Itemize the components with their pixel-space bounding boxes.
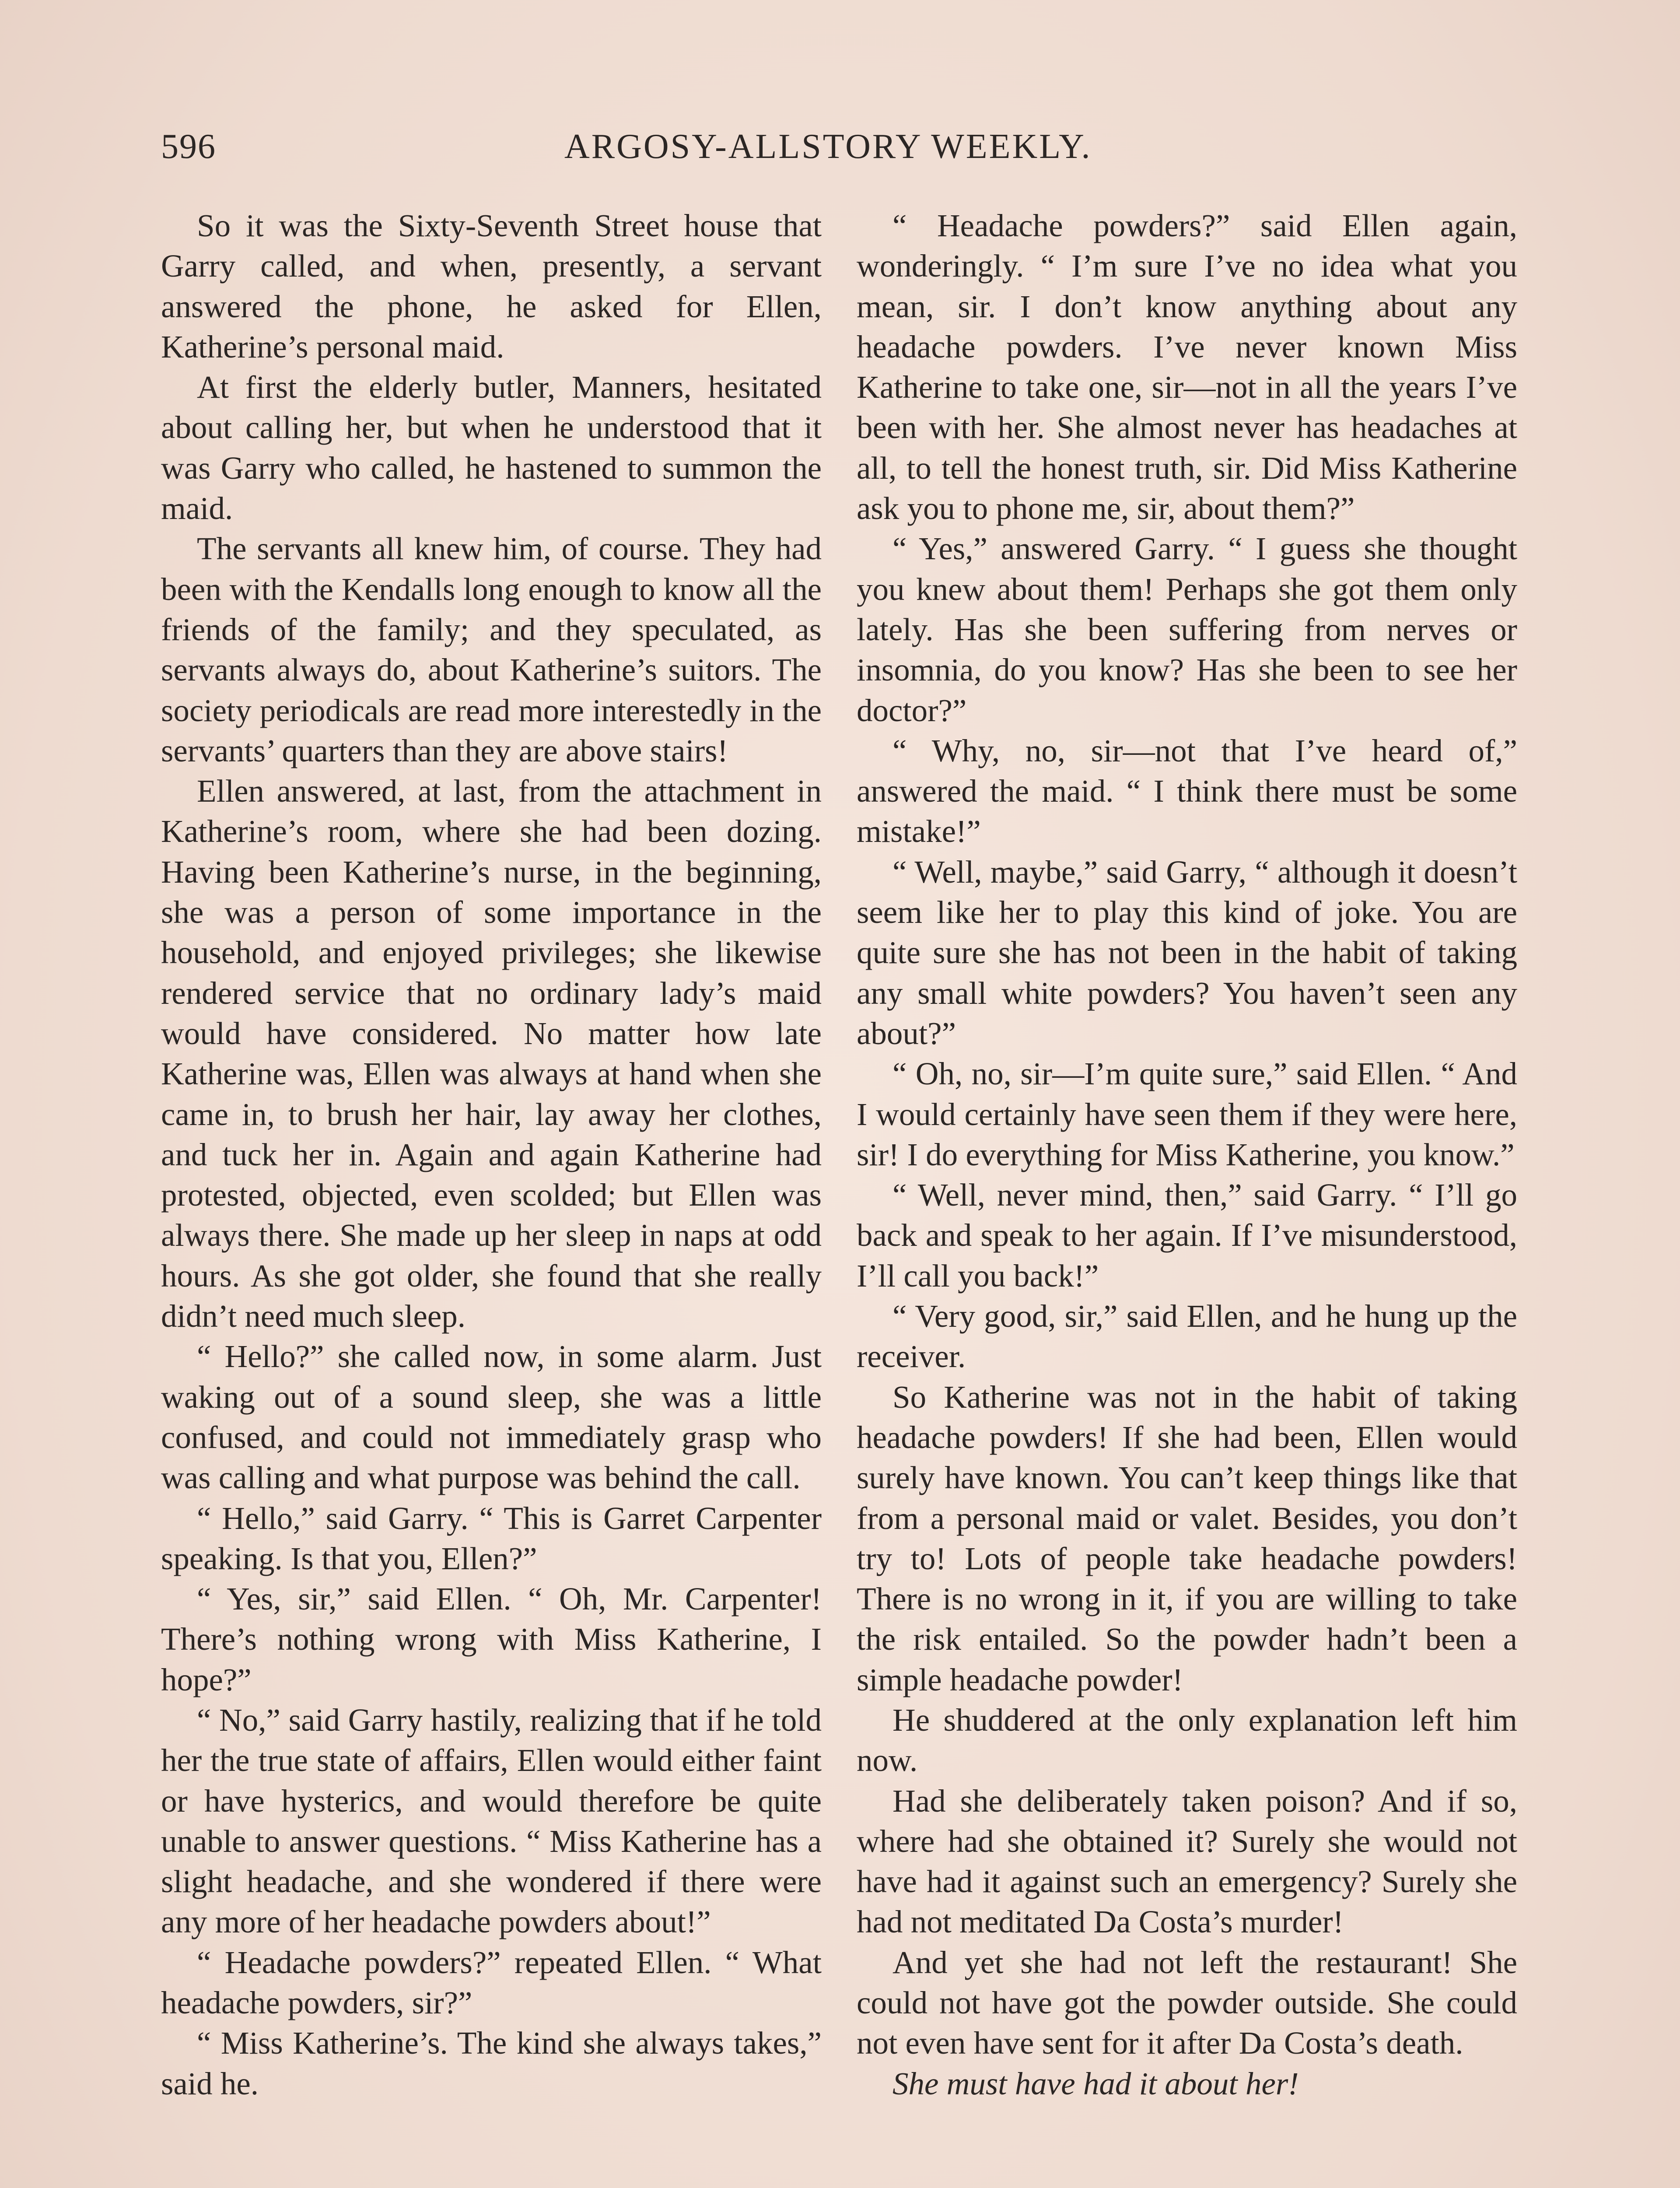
paragraph: And yet she had not left the restaurant! She could not have got the powder outside. She could not even have sent for it after Da Costa’s death. bbox=[857, 1944, 1517, 2061]
paragraph: “ Yes,” answered Garry. “ I guess she thought you knew about them! Perhaps she got them only lately. Has she been suffering from nerves or insomnia, do you know? Has she been to see her doctor?” bbox=[857, 531, 1517, 728]
paragraph: Ellen answered, at last, from the attachment in Katherine’s room, where she had been dozing. Having been Katherine’s nurse, in the beginning, she was a person of some importance in the household, and enjoyed privileges; she likewise rendered service that no ordinary lady’s maid would have considered. No matter how late Katherine was, Ellen was always at hand when she came in, to brush her hair, lay away her clothes, and tuck her in. Again and again Katherine had protested, objected, even scolded; but Ellen was always there. She made up her sleep in naps at odd hours. As she got older, she found that she really didn’t need much sleep. bbox=[161, 773, 822, 1334]
paragraph: “ Hello?” she called now, in some alarm. Just waking out of a sound sleep, she was a little confused, and could not immediately grasp who was calling and what purpose was behind the call. bbox=[161, 1339, 822, 1496]
paragraph: “ Headache powders?” said Ellen again, wonderingly. “ I’m sure I’ve no idea what you mean, sir. I don’t know anything about any headache powders. I’ve never known Miss Katherine to take one, sir—not in all the years I’ve been with her. She almost never has headaches at all, to tell the honest truth, sir. Did Miss Katherine ask you to phone me, sir, about them?” bbox=[857, 208, 1517, 526]
paragraph: “ No,” said Garry hastily, realizing that if he told her the true state of affairs, Ellen would either faint or have hysterics, and would therefore be quite unable to answer questions. “ Miss Katherine has a slight headache, and she wondered if there were any more of her headache powders about!” bbox=[161, 1702, 822, 1940]
paragraph: “ Oh, no, sir—I’m quite sure,” said Ellen. “ And I would certainly have seen them if they were here, sir! I do everything for Miss Katherine, you know.” bbox=[857, 1056, 1517, 1172]
paragraph: “ Well, maybe,” said Garry, “ although it doesn’t seem like her to play this kind of joke. You are quite sure she has not been in the habit of taking any small white powders? You haven’t seen any about?” bbox=[857, 854, 1517, 1051]
closing-italic-line: She must have had it about her! bbox=[892, 2065, 1299, 2101]
running-head-title: ARGOSY-ALLSTORY WEEKLY. bbox=[564, 127, 1092, 166]
paragraph: “ Well, never mind, then,” said Garry. “ I’ll go back and speak to her again. If I’ve misunderstood, I’ll call you back!” bbox=[857, 1177, 1517, 1294]
paragraph: The servants all knew him, of course. They had been with the Kendalls long enough to know all the friends of the family; and they speculated, as servants always do, about Katherine’s suitors. The society periodicals are read more interestedly in the servants’ quarters than they are above stairs! bbox=[161, 531, 822, 768]
paragraph: So it was the Sixty-Seventh Street house that Garry called, and when, presently, a servant answered the phone, he asked for Ellen, Katherine’s personal maid. bbox=[161, 208, 822, 365]
paragraph: “ Yes, sir,” said Ellen. “ Oh, Mr. Carpenter! There’s nothing wrong with Miss Katherine, I hope?” bbox=[161, 1581, 822, 1697]
paragraph: Had she deliberately taken poison? And if so, where had she obtained it? Surely she would not have had it against such an emergency? Surely she had not meditated Da Costa’s murder! bbox=[857, 1783, 1517, 1940]
paragraph: “ Hello,” said Garry. “ This is Garret Carpenter speaking. Is that you, Ellen?” bbox=[161, 1500, 822, 1576]
paragraph: “ Why, no, sir—not that I’ve heard of,” answered the maid. “ I think there must be some mistake!” bbox=[857, 733, 1517, 849]
paragraph: So Katherine was not in the habit of taking headache powders! If she had been, Ellen would surely have known. You can’t keep things like that from a personal maid or valet. Besides, you don’t try to! Lots of people take headache powders! There is no wrong in it, if you are willing to take the risk entailed. So the powder hadn’t been a simple headache powder! bbox=[857, 1379, 1517, 1697]
paragraph: He shuddered at the only explanation left him now. bbox=[857, 1702, 1517, 1778]
paragraph: “ Headache powders?” repeated Ellen. “ What headache powders, sir?” bbox=[161, 1944, 822, 2021]
right-column bbox=[857, 206, 1517, 2104]
left-column bbox=[161, 206, 822, 2104]
paragraph: “ Very good, sir,” said Ellen, and he hung up the receiver. bbox=[857, 1298, 1517, 1375]
paragraph: “ Miss Katherine’s. The kind she always takes,” said he. bbox=[161, 2025, 822, 2101]
page-number: 596 bbox=[161, 127, 216, 166]
paragraph: At first the elderly butler, Manners, hesitated about calling her, but when he understood that it was Garry who called, he hastened to summon the maid. bbox=[161, 369, 822, 526]
